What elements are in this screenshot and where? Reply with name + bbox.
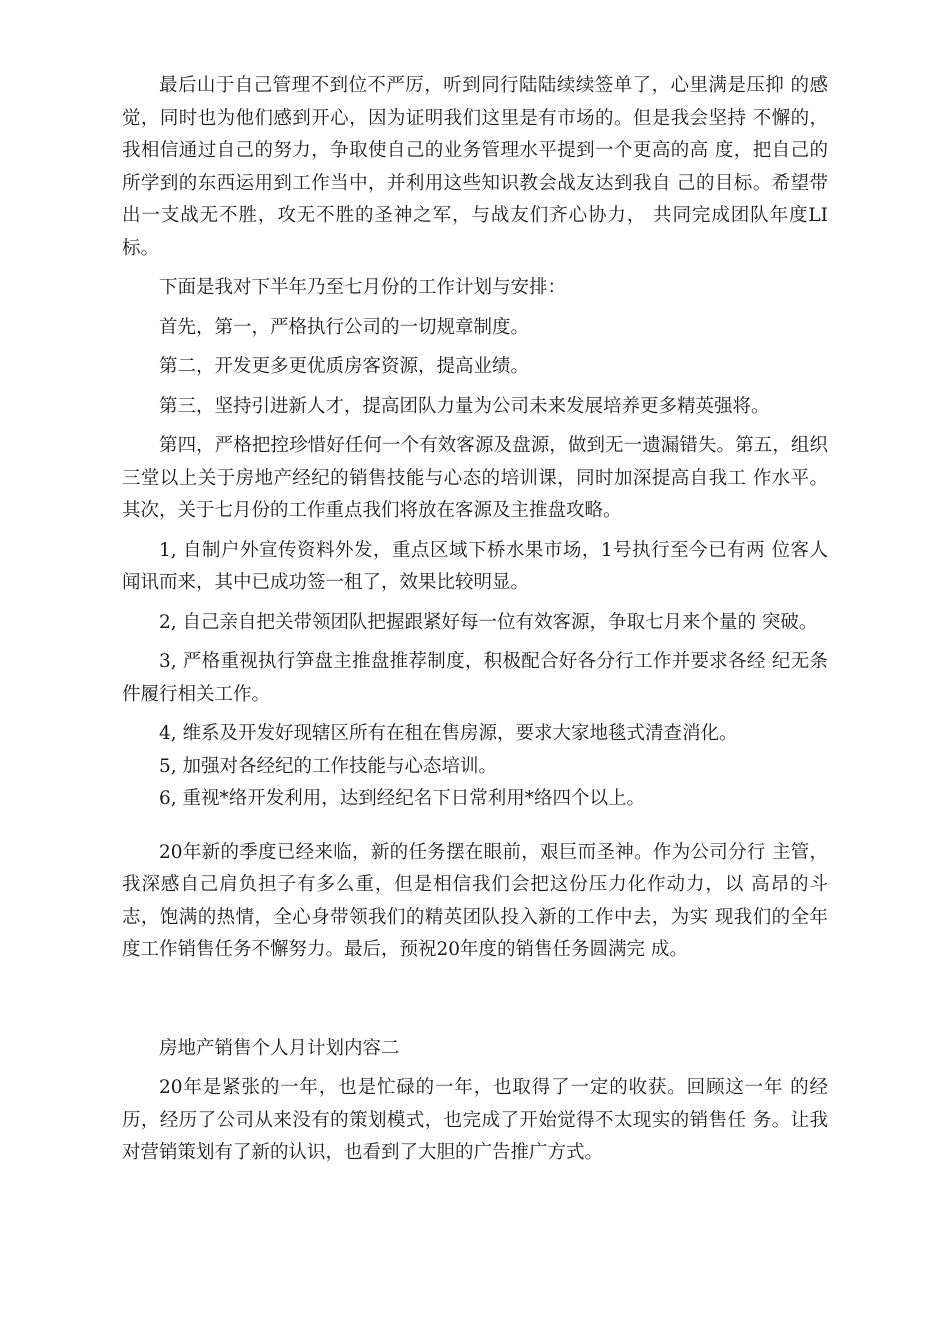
paragraph-third: 第三，坚持引进新人才，提高团队力量为公司未来发展培养更多精英强将。: [159, 395, 770, 417]
list-item: 3, 严格重视执行笋盘主推盘推荐制度，积极配合好各分行工作并要求各经 纪无条件履行相关工作。: [122, 651, 828, 705]
paragraph-1: 最后山于自己管理不到位不严厉，听到同行陆陆续续签单了，心里满是压抑 的感觉，同时也为他们感到开心，因为证明我们这里是有市场的。但是我会坚持 不懈的，我相信通过自己的努力，争取使自己的业务管理水平提到一个更高的高 度，把自己的所学到的东西运用到工作当中，并利用这些知识教会战友达到我自 己的目标。希望带出一支战无不胜，攻无不胜的圣神之军，与战友们齐心协力， 共同完成团队年度LI标。: [122, 75, 828, 259]
paragraph-plan-intro: 下面是我对下半年乃至七月份的工作计划与安排：: [159, 277, 567, 298]
list-item: 2, 自己亲自把关带领团队把握跟紧好每一位有效客源，争取七月来个量的 突破。: [159, 611, 818, 633]
list-item: 6, 重视*络开发利用，达到经纪名下日常利用*络四个以上。: [159, 788, 646, 809]
paragraph-second: 第二，开发更多更优质房客资源，提高业绩。: [159, 356, 530, 377]
paragraph-first: 首先，第一，严格执行公司的一切规章制度。: [159, 316, 530, 338]
list-item: 1, 自制户外宣传资料外发，重点区域下桥水果市场，1号执行至今已有两 位客人闻讯而来，其中已成功签一租了，效果比较明显。: [122, 539, 828, 593]
paragraph-section-two: 20年是紧张的一年，也是忙碌的一年，也取得了一定的收获。回顾这一年 的经历，经历了公司从来没有的策划模式，也完成了开始觉得不太现实的销售任 务。让我对营销策划有了新的认识，也看到了大胆的广告推广方式。: [122, 1077, 828, 1163]
document-body: [122, 70, 828, 1170]
paragraph-fourth: 第四，严格把控珍惜好任何一个有效客源及盘源，做到无一遗漏错失。第五，组织三堂以上关于房地产经纪的销售技能与心态的培训课，同时加深提高自我工 作水平。其次，关于七月份的工作重点我们将放在客源及主推盘攻略。: [122, 435, 828, 521]
section-heading: 房地产销售个人月计划内容二: [159, 1037, 400, 1059]
list-item: 5, 加强对各经纪的工作技能与心态培训。: [159, 755, 498, 777]
list-item: 4, 维系及开发好现辖区所有在租在售房源，要求大家地毯式清查消化。: [159, 723, 738, 744]
paragraph-closing: 20年新的季度已经来临，新的任务摆在眼前，艰巨而圣神。作为公司分行 主管，我深感自己肩负担子有多么重，但是相信我们会把这份压力化作动力，以 高昂的斗志，饱满的热情，全心身带领我们的精英团队投入新的工作中去，为实 现我们的全年度工作销售任务不懈努力。最后，预祝20年度的销售任务圆满完 成。: [122, 841, 828, 960]
